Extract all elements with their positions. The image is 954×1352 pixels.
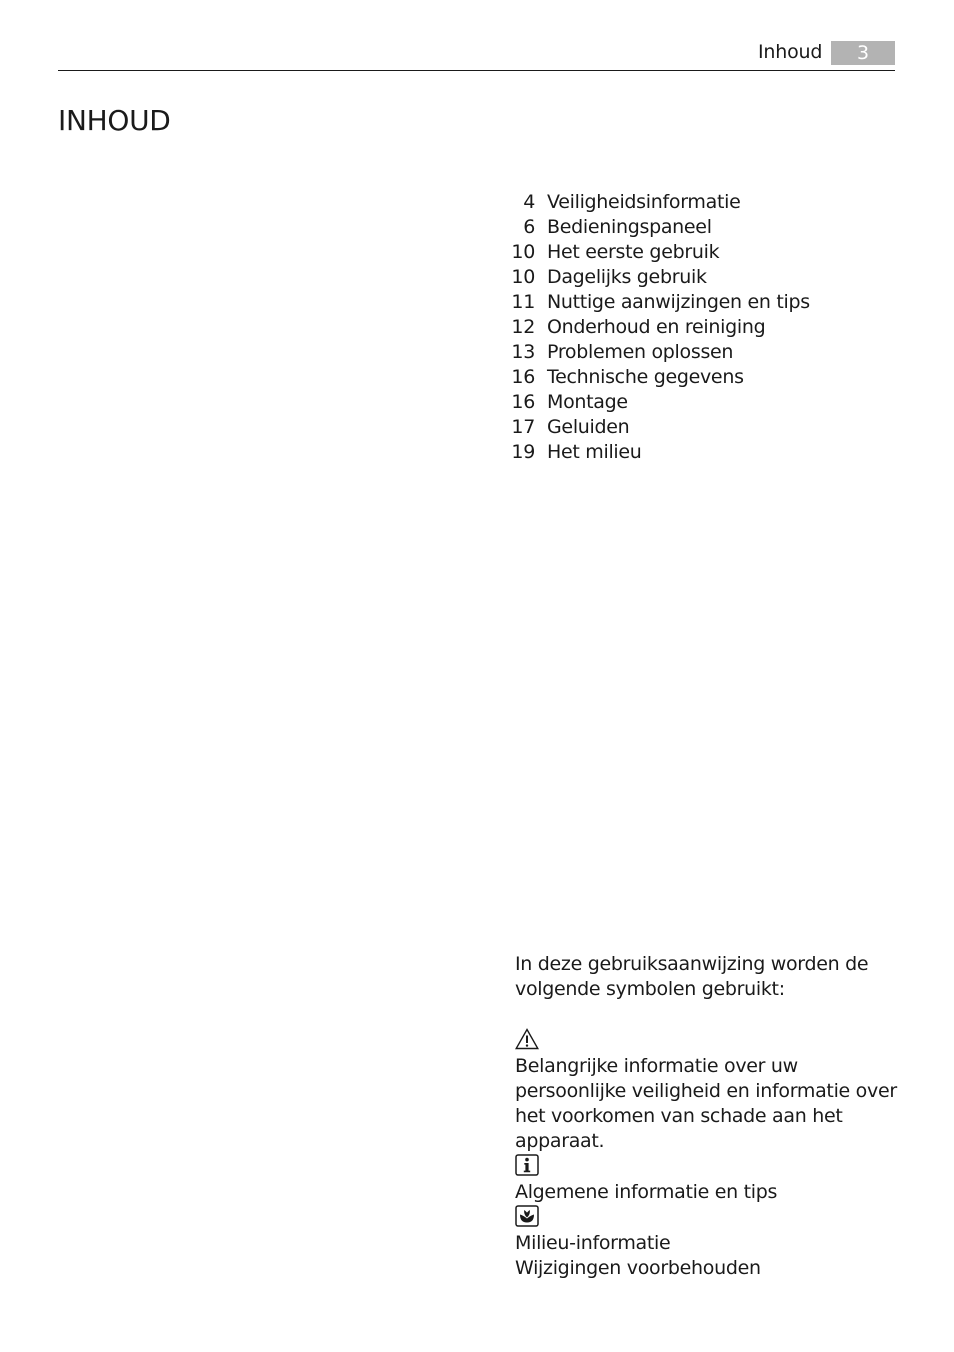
warning-description: Belangrijke informatie over uw persoonlijke veiligheid en informatie over het voorkomen van schade aan het apparaat.: [515, 1055, 897, 1152]
toc-page-number: 16: [511, 366, 535, 388]
toc-entry[interactable]: [505, 440, 905, 465]
toc-entry[interactable]: [505, 390, 905, 415]
symbols-intro: In deze gebruiksaanwijzing worden de volgende symbolen gebruikt:: [515, 953, 869, 1000]
toc-label: Technische gegevens: [547, 366, 744, 388]
toc-label: Dagelijks gebruik: [547, 266, 707, 288]
toc-label: Bedieningspaneel: [547, 216, 712, 238]
toc-page-number: 19: [511, 441, 535, 463]
toc-label: Het eerste gebruik: [547, 241, 720, 263]
disclaimer-note: Wijzigingen voorbehouden: [515, 1257, 761, 1279]
toc-entry[interactable]: [505, 215, 905, 240]
toc-label: Montage: [547, 391, 628, 413]
toc-page-number: 16: [511, 391, 535, 413]
toc-entry[interactable]: [505, 240, 905, 265]
toc-page-number: 11: [511, 291, 535, 313]
header-divider: [58, 70, 895, 71]
header-section-label: Inhoud: [758, 41, 823, 63]
toc-label: Onderhoud en reiniging: [547, 316, 766, 338]
symbols-legend: [515, 952, 905, 1281]
toc-page-number: 12: [511, 316, 535, 338]
warning-triangle-icon: [515, 1028, 905, 1054]
toc-entry[interactable]: [505, 365, 905, 390]
toc-entry[interactable]: [505, 340, 905, 365]
info-icon: [515, 1154, 905, 1180]
toc-page-number: 13: [511, 341, 535, 363]
page-number-badge: 3: [831, 41, 895, 65]
toc-page-number: 10: [511, 266, 535, 288]
environment-description: Milieu-informatie: [515, 1232, 671, 1254]
toc-page-number: 10: [511, 241, 535, 263]
toc-page-number: 17: [511, 416, 535, 438]
toc-label: Geluiden: [547, 416, 630, 438]
toc-label: Problemen oplossen: [547, 341, 734, 363]
toc-entry[interactable]: [505, 315, 905, 340]
info-description: Algemene informatie en tips: [515, 1181, 778, 1203]
toc-label: Veiligheidsinformatie: [547, 191, 741, 213]
toc-page-number: 4: [523, 191, 535, 213]
toc-label: Het milieu: [547, 441, 642, 463]
toc-label: Nuttige aanwijzingen en tips: [547, 291, 810, 313]
toc-entry[interactable]: [505, 290, 905, 315]
table-of-contents: [505, 190, 905, 465]
toc-entry[interactable]: [505, 415, 905, 440]
toc-entry[interactable]: [505, 265, 905, 290]
environment-icon: [515, 1205, 905, 1231]
toc-page-number: 6: [523, 216, 535, 238]
toc-entry[interactable]: [505, 190, 905, 215]
page-title: INHOUD: [58, 104, 171, 137]
